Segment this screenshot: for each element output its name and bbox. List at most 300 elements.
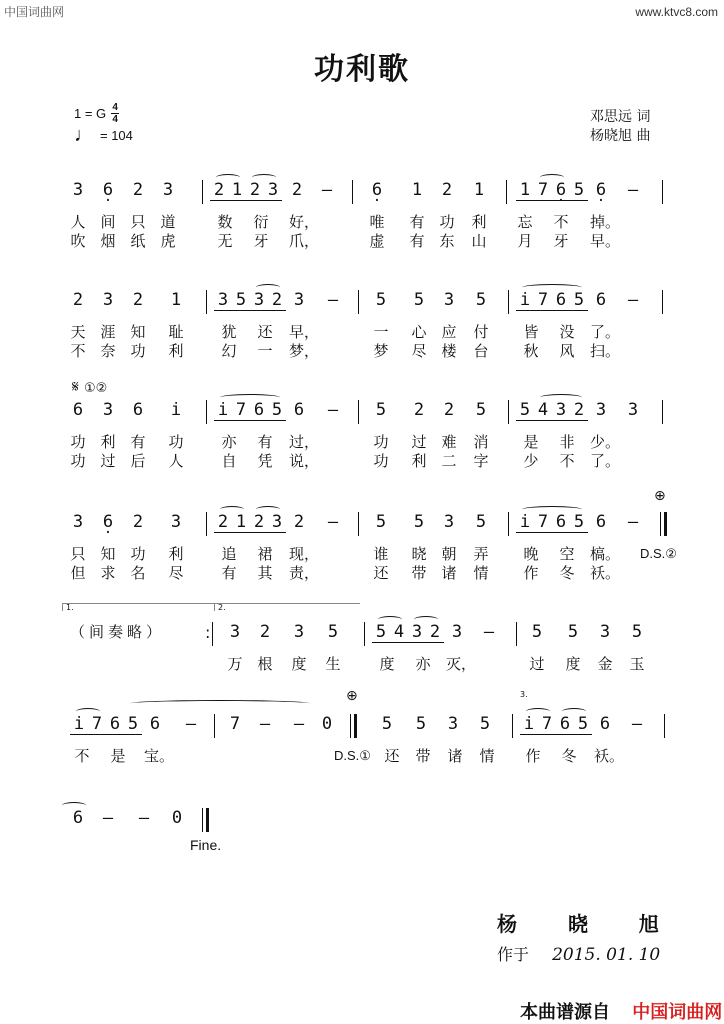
dash: – — [627, 512, 639, 532]
note: 6 — [72, 808, 84, 828]
lyric: 功 — [373, 433, 389, 451]
slur — [256, 506, 280, 513]
lyric: 衍 — [253, 213, 269, 231]
lyric: 付 — [473, 323, 489, 341]
source-label: 本曲谱源自 — [520, 1002, 610, 1023]
note: 5 — [413, 512, 425, 532]
lyric: 知 — [130, 323, 146, 341]
volta-label-3: 3. — [520, 690, 528, 699]
lyric: 名 — [130, 564, 146, 582]
lyric: 功 — [70, 433, 86, 451]
lyric: 情 — [479, 747, 495, 765]
note: 5 — [327, 622, 339, 642]
note: i — [170, 400, 182, 420]
lyric: 山 — [471, 232, 487, 250]
note: 2 — [132, 512, 144, 532]
note: 2 — [132, 290, 144, 310]
lyric: 自 — [221, 452, 237, 470]
note: 6 — [106, 714, 124, 735]
barline — [662, 290, 663, 314]
lyric: 万 — [227, 655, 243, 673]
barline — [662, 180, 663, 204]
lyric: 人 — [70, 213, 86, 231]
lyric: 纸 — [130, 232, 146, 250]
note: 5 — [415, 714, 427, 734]
note: i — [70, 714, 88, 735]
lyric: 是 — [523, 433, 539, 451]
slur — [540, 174, 564, 181]
barline — [664, 714, 665, 738]
lyric: 幻 — [221, 342, 237, 360]
lyric: 朝 — [441, 545, 457, 563]
barline — [206, 512, 207, 536]
lyric: 其 — [257, 564, 273, 582]
lyric: 是 — [110, 747, 126, 765]
note: 2 — [72, 290, 84, 310]
note: 3 — [170, 512, 182, 532]
lyric: 有 — [409, 232, 425, 250]
note: 0 — [171, 808, 183, 828]
lyric: 爪， — [289, 232, 320, 250]
note: 5 — [232, 290, 250, 311]
note: 3 — [102, 400, 114, 420]
note: 7 — [534, 180, 552, 201]
lyric: 利 — [411, 452, 427, 470]
lyric: 功 — [373, 452, 389, 470]
site-name-header: 中国词曲网 — [4, 5, 65, 19]
lyric: 根 — [257, 655, 273, 673]
lyric: 玉 — [629, 655, 645, 673]
note: 1 — [232, 512, 250, 533]
note: 6 — [556, 714, 574, 735]
lyric: 虚 — [369, 232, 385, 250]
lyric: 不 — [74, 747, 90, 765]
slur — [378, 616, 402, 623]
note: 3 — [595, 400, 607, 420]
lyric: 无 — [217, 232, 233, 250]
composer-signature: 杨 晓 旭 — [497, 912, 681, 936]
lyric: 功 — [168, 433, 184, 451]
note: 1 — [411, 180, 423, 200]
lyric: 追 — [221, 545, 237, 563]
lyric: 扫。 — [590, 342, 621, 360]
note: 5 — [124, 714, 142, 735]
lyric: 作 — [523, 564, 539, 582]
note: 3 — [447, 714, 459, 734]
lyric: 非 — [559, 433, 575, 451]
note: 6 — [132, 400, 144, 420]
lyric: 烟 — [100, 232, 116, 250]
note: 5 — [413, 290, 425, 310]
barline — [358, 400, 359, 424]
dash: – — [631, 714, 643, 734]
song-title: 功利歌 — [314, 52, 410, 87]
barline — [508, 512, 509, 536]
lyric: 谁 — [373, 545, 389, 563]
note: 5 — [570, 512, 588, 533]
note: 5 — [531, 622, 543, 642]
quarter-note-icon: ♩ — [74, 124, 94, 146]
lyric: 功 — [130, 342, 146, 360]
dash: – — [321, 180, 333, 200]
note: 6 — [149, 714, 161, 734]
lyric: 忘 — [517, 213, 533, 231]
coda-icon: ⊕ — [654, 488, 666, 504]
lyric: 秋 — [523, 342, 539, 360]
note: 2 — [426, 622, 444, 643]
note: 5 — [372, 622, 390, 643]
lyric: 金 — [597, 655, 613, 673]
note: 3 — [552, 400, 570, 421]
note: 2 — [250, 512, 268, 533]
lyric: 风 — [559, 342, 575, 360]
lyric: 应 — [441, 323, 457, 341]
lyric: 难 — [441, 433, 457, 451]
lyric: 功 — [130, 545, 146, 563]
note: 6 — [599, 714, 611, 734]
lyric: 空 — [559, 545, 575, 563]
dash: – — [327, 400, 339, 420]
note: 2 — [214, 512, 232, 533]
note: 5 — [475, 512, 487, 532]
note: 3 — [162, 180, 174, 200]
final-barline — [660, 512, 665, 536]
lyric: 作 — [525, 747, 541, 765]
lyric: 犹 — [221, 323, 237, 341]
lyric: 涯 — [100, 323, 116, 341]
note: 3 — [72, 512, 84, 532]
note: 3 — [451, 622, 463, 642]
note: i — [214, 400, 232, 421]
lyric: 天 — [70, 323, 86, 341]
barline — [508, 400, 509, 424]
repeat-barline — [212, 622, 213, 646]
lyric: 责， — [289, 564, 320, 582]
lyric: 亦 — [221, 433, 237, 451]
dash: – — [327, 290, 339, 310]
note: 3 — [264, 180, 282, 201]
segno-marker — [72, 377, 107, 397]
lyric: 间 — [100, 213, 116, 231]
lyric: 度 — [291, 655, 307, 673]
lyric: 冬 — [559, 564, 575, 582]
slur — [62, 802, 86, 809]
lyric: 宝。 — [144, 747, 175, 765]
lyric: 早， — [289, 323, 320, 341]
lyric: 一 — [257, 342, 273, 360]
lyricist-credit: 邓思远 词 — [590, 109, 651, 125]
lyric: 虎 — [160, 232, 176, 250]
note: 5 — [375, 512, 387, 532]
barline — [508, 290, 509, 314]
lyric: 道 — [160, 213, 176, 231]
key-signature — [74, 103, 119, 124]
lyric: 有 — [409, 213, 425, 231]
lyric: 不 — [559, 452, 575, 470]
barline — [512, 714, 513, 738]
barline — [358, 512, 359, 536]
lyric: 台 — [473, 342, 489, 360]
note: 1 — [516, 180, 534, 201]
note: 6 · — [592, 180, 610, 200]
note: 2 — [268, 290, 286, 311]
note: 5 — [479, 714, 491, 734]
slur — [130, 700, 310, 707]
interlude-text: （间奏略） — [70, 623, 166, 641]
lyric: 不 — [553, 213, 569, 231]
barline — [206, 400, 207, 424]
note: 3 — [293, 290, 305, 310]
note: 6 · — [368, 180, 386, 200]
lyric: 利 — [168, 545, 184, 563]
lyric: 一 — [373, 323, 389, 341]
barline — [506, 180, 507, 204]
lyric: 亦 — [415, 655, 431, 673]
ds1-marking: D.S.① — [334, 748, 371, 763]
ds2-marking: D.S.② — [640, 546, 677, 561]
lyric: 心 — [411, 323, 427, 341]
slur — [526, 708, 550, 715]
key-text: 1 = G — [74, 106, 107, 121]
note: 7 — [229, 714, 241, 734]
lyric: 有 — [130, 433, 146, 451]
volta-bracket-left — [62, 603, 63, 611]
note: 1 — [170, 290, 182, 310]
lyric: 耻 — [168, 323, 184, 341]
note: 2 — [293, 512, 305, 532]
volta-bracket-mid — [214, 603, 215, 611]
note: 2 — [259, 622, 271, 642]
note: 3 — [408, 622, 426, 643]
note: 0 — [321, 714, 333, 734]
lyric: 好， — [289, 213, 320, 231]
note: 3 — [599, 622, 611, 642]
lyric: 过 — [529, 655, 545, 673]
lyric: 槁。 — [590, 545, 621, 563]
lyric: 牙 — [253, 232, 269, 250]
lyric: 现， — [289, 545, 320, 563]
double-barline — [350, 714, 355, 738]
lyric: 利 — [471, 213, 487, 231]
source-brand-link[interactable]: 中国词曲网 — [632, 1002, 723, 1023]
lyric: 诸 — [447, 747, 463, 765]
lyric: 唯 — [369, 213, 385, 231]
lyric: 还 — [384, 747, 400, 765]
note: 6 — [293, 400, 305, 420]
note: 7 — [232, 400, 250, 421]
dash: – — [185, 714, 197, 734]
dash: – — [138, 808, 150, 828]
lyric: 度 — [565, 655, 581, 673]
lyric: 带 — [415, 747, 431, 765]
note: 2 — [570, 400, 588, 421]
note: 7 — [538, 714, 556, 735]
slur — [220, 394, 280, 401]
note: 2 — [246, 180, 264, 201]
lyric: 晚 — [523, 545, 539, 563]
lyric: 功 — [70, 452, 86, 470]
lyric: 消 — [473, 433, 489, 451]
lyric: 凭 — [257, 452, 273, 470]
note: 6 — [72, 400, 84, 420]
lyric: 袄。 — [590, 564, 621, 582]
note: 2 — [443, 400, 455, 420]
lyric: 利 — [100, 433, 116, 451]
note: 6 — [595, 290, 607, 310]
lyric: 过， — [289, 433, 320, 451]
lyric: 灭， — [446, 655, 477, 673]
note: 1 — [228, 180, 246, 201]
note: 2 — [132, 180, 144, 200]
note: 5 — [375, 400, 387, 420]
fine-marking: Fine. — [190, 837, 222, 853]
note: i — [516, 512, 534, 533]
slur — [414, 616, 438, 623]
lyric: 梦 — [373, 342, 389, 360]
lyric: 字 — [473, 452, 489, 470]
lyric: 情 — [473, 564, 489, 582]
lyric: 只 — [70, 545, 86, 563]
note: 7 — [534, 512, 552, 533]
composer-credit: 杨晓旭 曲 — [590, 128, 651, 144]
lyric: 裙 — [257, 545, 273, 563]
note: 3 — [102, 290, 114, 310]
note: 3 — [268, 512, 286, 533]
slur — [540, 394, 582, 401]
lyric: 只 — [130, 213, 146, 231]
lyric: 冬 — [561, 747, 577, 765]
volta-label-1: 1. — [66, 603, 74, 612]
note: 3 — [443, 512, 455, 532]
note: 6 · — [99, 512, 117, 532]
note: 2 — [210, 180, 228, 201]
barline — [516, 622, 517, 646]
lyric: 还 — [257, 323, 273, 341]
lyric: 后 — [130, 452, 146, 470]
written-date — [497, 942, 660, 965]
lyric: 弄 — [473, 545, 489, 563]
lyric: 说， — [289, 452, 320, 470]
lyric: 数 — [217, 213, 233, 231]
note: 6 — [552, 290, 570, 311]
time-signature — [111, 103, 119, 124]
lyric: 但 — [70, 564, 86, 582]
barline — [202, 180, 203, 204]
note: 5 — [475, 290, 487, 310]
lyric: 没 — [559, 323, 575, 341]
note: 2 — [441, 180, 453, 200]
note: 6 — [595, 512, 607, 532]
time-bottom: 4 — [112, 114, 118, 125]
barline — [364, 622, 365, 646]
dash: – — [102, 808, 114, 828]
barline — [206, 290, 207, 314]
dash: – — [327, 512, 339, 532]
note: 4 — [534, 400, 552, 421]
date-text: 2015. 01. 10 — [552, 945, 661, 965]
lyric: 吹 — [70, 232, 86, 250]
barline — [662, 400, 663, 424]
lyric: 人 — [168, 452, 184, 470]
lyric: 了。 — [590, 452, 621, 470]
note: 5 — [570, 290, 588, 311]
barline — [214, 714, 215, 738]
lyric: 生 — [325, 655, 341, 673]
lyric: 尽 — [168, 564, 184, 582]
note: i — [520, 714, 538, 735]
lyric: 二 — [441, 452, 457, 470]
note: 7 — [534, 290, 552, 311]
note: 3 — [214, 290, 232, 311]
lyric: 袄。 — [594, 747, 625, 765]
note: 3 — [72, 180, 84, 200]
volta-bracket — [62, 603, 360, 604]
lyric: 少 — [523, 452, 539, 470]
note: 3 — [293, 622, 305, 642]
dash: – — [627, 290, 639, 310]
note: 5 — [574, 714, 592, 735]
slur — [220, 506, 244, 513]
slur — [256, 284, 280, 291]
lyric: 知 — [100, 545, 116, 563]
final-barline — [202, 808, 207, 832]
note: 5 — [475, 400, 487, 420]
slur — [216, 174, 240, 181]
note: 5 — [570, 180, 588, 201]
barline — [358, 290, 359, 314]
note: 3 — [250, 290, 268, 311]
note: 3 — [443, 290, 455, 310]
note: 5 — [516, 400, 534, 421]
note: 5 — [567, 622, 579, 642]
lyric: 不 — [70, 342, 86, 360]
lyric: 东 — [439, 232, 455, 250]
lyric: 尽 — [411, 342, 427, 360]
lyric: 掉。 — [590, 213, 621, 231]
site-url: www.ktvc8.com — [635, 5, 718, 19]
slur — [76, 708, 100, 715]
lyric: 过 — [100, 452, 116, 470]
segno-icon: 𝄋 — [72, 377, 79, 396]
time-top: 4 — [112, 102, 118, 113]
lyric: 月 — [517, 232, 533, 250]
note: 5 — [375, 290, 387, 310]
dash: – — [293, 714, 305, 734]
lyric: 有 — [221, 564, 237, 582]
volta-label-2: 2. — [218, 603, 226, 612]
lyric: 牙 — [553, 232, 569, 250]
lyric: 奈 — [100, 342, 116, 360]
tempo-marking — [74, 126, 133, 144]
segno-labels: ①② — [83, 381, 108, 396]
note: 2 — [291, 180, 303, 200]
written-label: 作于 — [497, 945, 530, 964]
note: 1 — [473, 180, 485, 200]
note: 4 — [390, 622, 408, 643]
slur — [522, 284, 582, 291]
lyric: 利 — [168, 342, 184, 360]
lyric: 求 — [100, 564, 116, 582]
note: 6 · — [552, 180, 570, 201]
lyric: 楼 — [441, 342, 457, 360]
lyric: 梦， — [289, 342, 320, 360]
tempo-text: = 104 — [100, 127, 133, 143]
note: 2 — [413, 400, 425, 420]
lyric: 晓 — [411, 545, 427, 563]
dash: – — [483, 622, 495, 642]
lyric: 了。 — [590, 323, 621, 341]
lyric: 少。 — [590, 433, 621, 451]
